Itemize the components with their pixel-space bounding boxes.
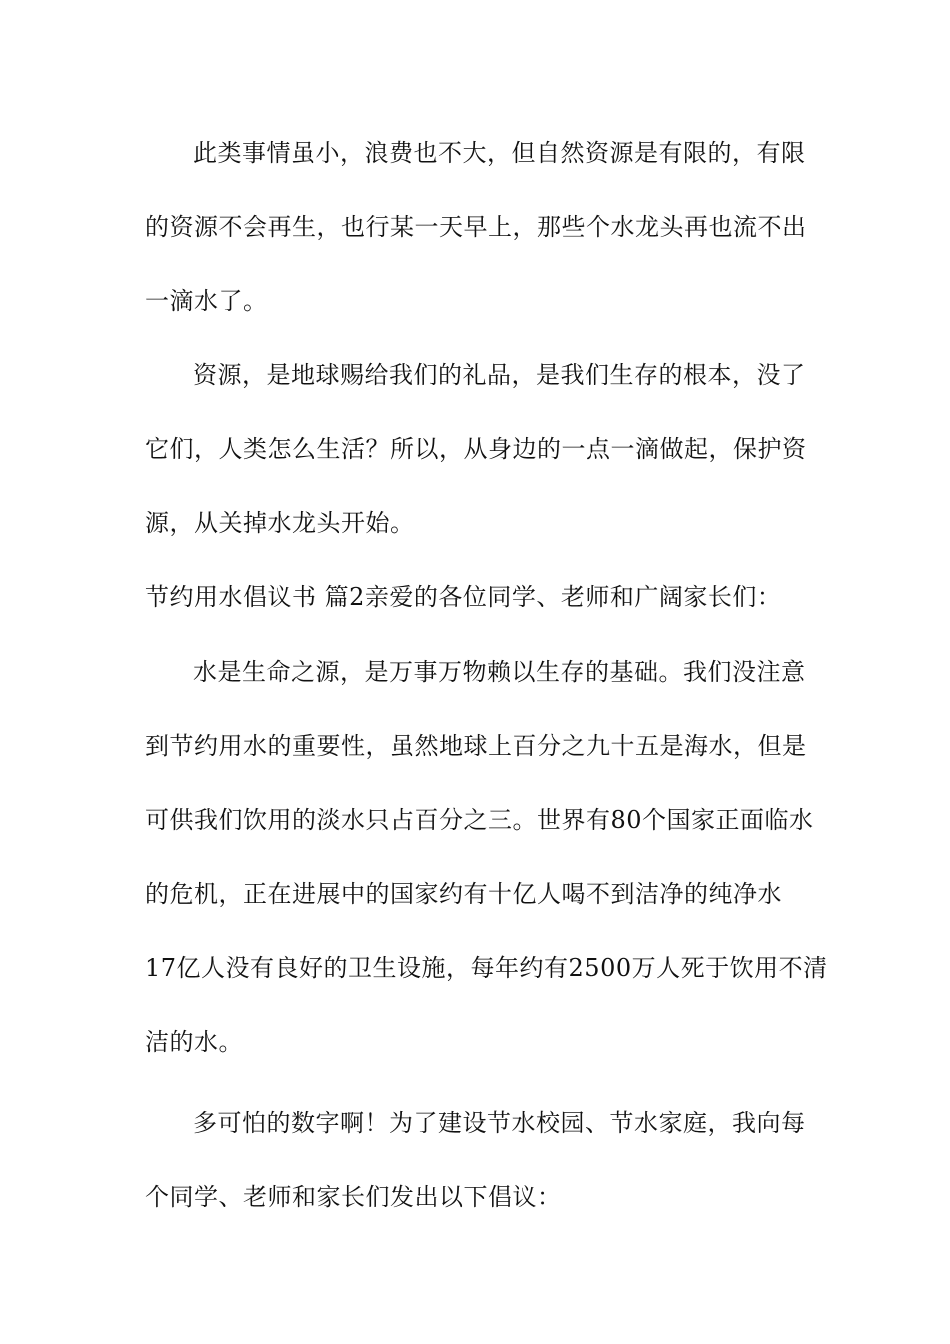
text-line: 可供我们饮用的淡水只占百分之三。世界有80个国家正面临水 <box>145 806 814 834</box>
text-line: 此类事情虽小，浪费也不大，但自然资源是有限的，有限 <box>193 139 806 167</box>
text-line: 水是生命之源，是万事万物赖以生存的基础。我们没注意 <box>193 658 806 686</box>
text-line: 源，从关掉水龙头开始。 <box>145 509 415 537</box>
text-line: 它们，人类怎么生活？所以，从身边的一点一滴做起，保护资 <box>145 435 807 463</box>
text-line: 到节约用水的重要性，虽然地球上百分之九十五是海水，但是 <box>145 732 807 760</box>
text-line: 资源，是地球赐给我们的礼品，是我们生存的根本，没了 <box>193 361 806 389</box>
text-line: 的资源不会再生，也行某一天早上，那些个水龙头再也流不出 <box>145 213 807 241</box>
text-line: 个同学、老师和家长们发出以下倡议： <box>145 1183 562 1211</box>
section-title-line: 节约用水倡议书 篇2亲爱的各位同学、老师和广阔家长们： <box>145 583 782 611</box>
text-line: 17亿人没有良好的卫生设施，每年约有2500万人死于饮用不清 <box>145 954 828 982</box>
text-line: 的危机，正在进展中的国家约有十亿人喝不到洁净的纯净水 <box>145 880 782 908</box>
text-line: 多可怕的数字啊！为了建设节水校园、节水家庭，我向每 <box>193 1109 806 1137</box>
text-line: 洁的水。 <box>145 1028 243 1056</box>
text-line: 一滴水了。 <box>145 287 268 315</box>
